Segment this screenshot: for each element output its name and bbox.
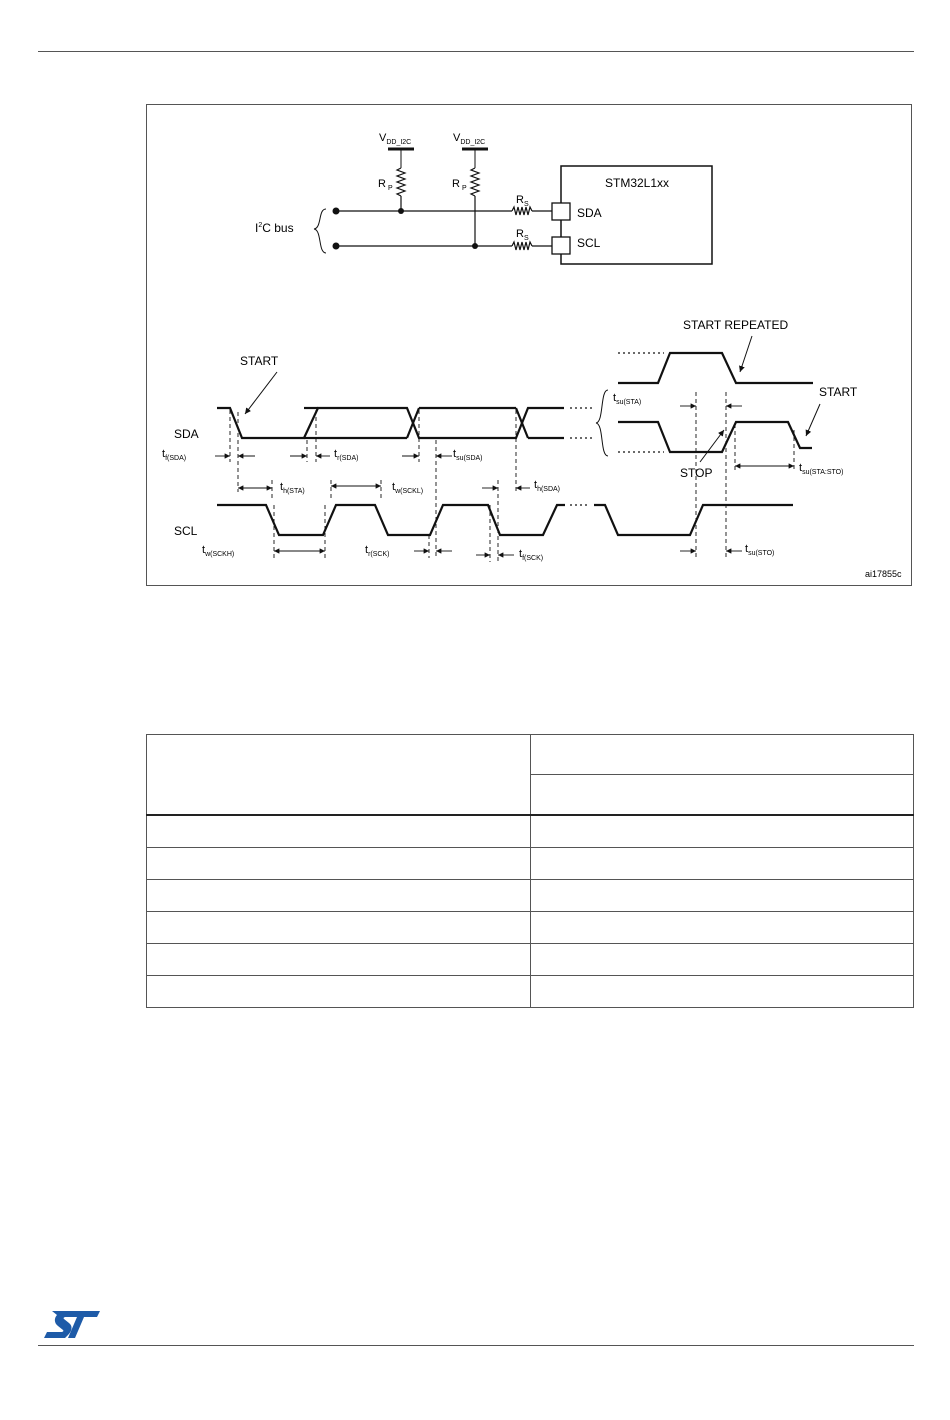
- table-cell: [531, 815, 914, 848]
- scl-pin: [552, 237, 570, 254]
- table-row: [147, 848, 914, 880]
- dimension-arrows: [215, 406, 794, 555]
- timing-labels: [162, 318, 858, 562]
- table-cell: [147, 815, 531, 848]
- st-logo: [44, 1311, 102, 1339]
- header-rule: [38, 51, 914, 52]
- sda-lower-waveform: [618, 422, 812, 452]
- table-cell: [147, 976, 531, 1008]
- sda-pin-label: SDA: [577, 206, 602, 220]
- stop-label: STOP: [680, 466, 713, 480]
- footer-rule: [38, 1345, 914, 1346]
- tf-sda-label: $t_{f(SDA)}$: [162, 448, 187, 462]
- scl-pin-label: SCL: [577, 236, 601, 250]
- tsu-sta-label: $t_{su(STA)}$: [613, 392, 642, 406]
- sda-waveform: [217, 408, 564, 438]
- pullup-resistors: [397, 168, 479, 246]
- vdd-label-2: $V_{DD\_I2C}$: [453, 132, 486, 146]
- table-cell: [147, 912, 531, 944]
- table-header-cell: [531, 735, 914, 775]
- start-right-label: START: [819, 385, 858, 399]
- table-row: [147, 880, 914, 912]
- i2c-bus-label: $I^2C$ bus: [255, 221, 294, 235]
- sda-dots: [570, 408, 593, 438]
- bus-brace: [314, 209, 326, 253]
- table-row: [147, 976, 914, 1008]
- table-row: [147, 815, 914, 848]
- sda-signal-label: SDA: [174, 427, 199, 441]
- table-cell: [147, 944, 531, 976]
- i2c-figure: [146, 104, 912, 586]
- callout-arrows: [245, 336, 820, 462]
- i2c-figure-drawing: [147, 105, 913, 587]
- spec-table: [146, 734, 914, 1008]
- start-repeated-label: START REPEATED: [683, 318, 789, 332]
- table-row: [147, 944, 914, 976]
- device-name: STM32L1xx: [605, 176, 670, 190]
- table-cell: [531, 944, 914, 976]
- tr-sda-label: $t_{r(SDA)}$: [334, 448, 359, 462]
- sda-pin: [552, 203, 570, 220]
- figure-id-tag: ai17855c: [865, 569, 902, 579]
- th-sda-label: $t_{h(SDA)}$: [534, 479, 561, 493]
- table-header-cell: [531, 775, 914, 816]
- table-cell: [531, 976, 914, 1008]
- tf-sck-label: $t_{f(SCK)}$: [519, 548, 544, 562]
- table-cell: [531, 848, 914, 880]
- supply-rails: [388, 149, 488, 168]
- scl-waveform: [217, 505, 793, 535]
- table-cell: [147, 848, 531, 880]
- table-cell: [147, 880, 531, 912]
- table-header-row: [147, 735, 914, 775]
- rs-label-1: $R_S$: [516, 194, 529, 208]
- table-header-cell: [147, 735, 531, 816]
- bus-nodes: [333, 208, 479, 250]
- tr-sck-label: $t_{r(SCK)}$: [365, 544, 390, 558]
- rp-label-1: R $_P$: [378, 178, 393, 192]
- scl-signal-label: SCL: [174, 524, 198, 538]
- vdd-label-1: $V_{DD\_I2C}$: [379, 132, 412, 146]
- tsu-sta-sto-label: $t_{su(STA:STO)}$: [799, 462, 844, 476]
- start-label: START: [240, 354, 279, 368]
- table-row: [147, 912, 914, 944]
- tsu-sto-label: $t_{su(STO)}$: [745, 543, 775, 557]
- tw-sckh-label: $t_{w(SCKH)}$: [202, 544, 235, 558]
- table-cell: [531, 912, 914, 944]
- rs-label-2: $R_S$: [516, 228, 529, 242]
- th-sta-label: $t_{h(STA)}$: [280, 481, 305, 495]
- sda-upper-waveform: [618, 353, 813, 383]
- rp-label-2: R $_P$: [452, 178, 467, 192]
- table-cell: [531, 880, 914, 912]
- repeat-brace: [596, 390, 608, 456]
- tsu-sda-label: $t_{su(SDA)}$: [453, 448, 483, 462]
- tw-sckl-label: $t_{w(SCKL)}$: [392, 481, 424, 495]
